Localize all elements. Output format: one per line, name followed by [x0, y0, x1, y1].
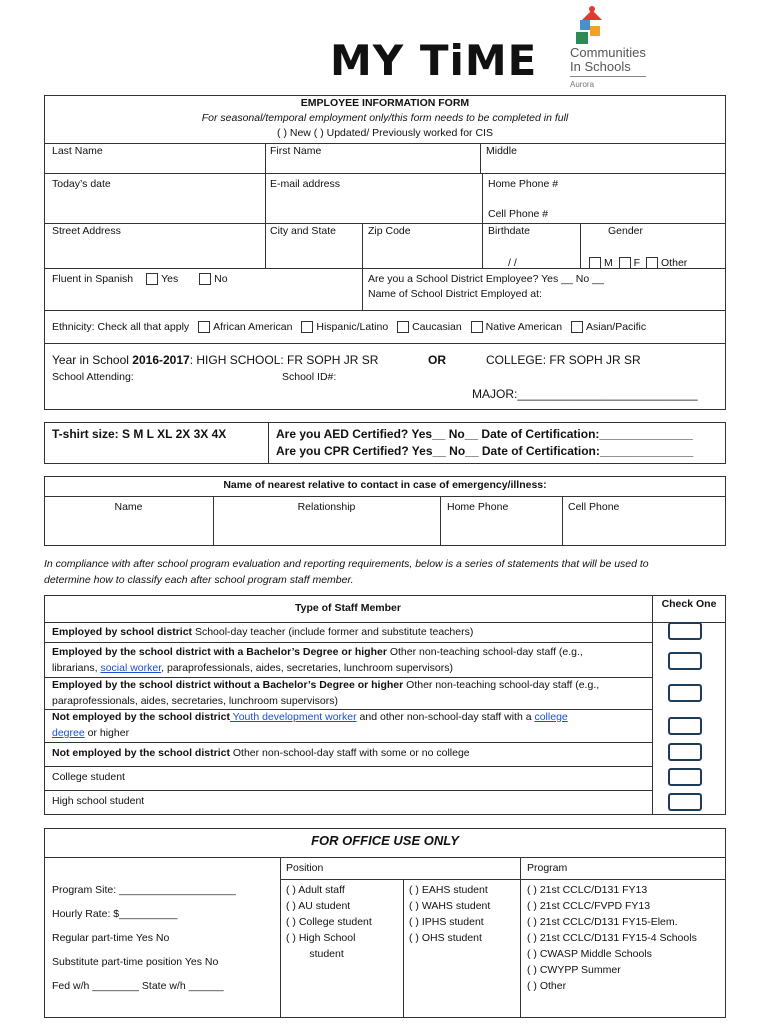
compliance-text-1: In compliance with after school program evaluation and reporting requirements, below is a series of statements that will be used to	[44, 558, 649, 570]
program-option[interactable]: ( ) CWYPP Summer	[527, 964, 621, 976]
staff-col-check: Check One	[661, 598, 717, 610]
program-option[interactable]: ( ) 21st CCLC/D131 FY15-Elem.	[527, 916, 678, 928]
birthdate-slashes: / /	[508, 257, 517, 269]
staff-check-2[interactable]	[668, 652, 702, 670]
social-worker-link[interactable]: social worker	[100, 662, 162, 674]
staff-col-type: Type of Staff Member	[295, 602, 401, 614]
office-program-header: Program	[527, 862, 568, 874]
district-employee-question[interactable]: Are you a School District Employee? Yes __ No __	[368, 273, 604, 285]
table-row: Not employed by the school district Youth development worker and other non-school-day staff with a college	[52, 711, 568, 723]
home-phone-field[interactable]: Home Phone #	[488, 178, 559, 190]
school-attending-field[interactable]: School Attending:	[52, 371, 134, 383]
cpr-certified[interactable]: Are you CPR Certified? Yes__ No__ Date of Certification:______________	[276, 444, 694, 458]
logo-text-3: Aurora	[570, 80, 595, 89]
emergency-col-home-phone[interactable]: Home Phone	[447, 501, 509, 513]
position-ohs[interactable]: ( ) OHS student	[409, 932, 482, 944]
eth-asian-pacific-checkbox[interactable]	[571, 321, 583, 333]
staff-check-3[interactable]	[668, 684, 702, 702]
emergency-col-name[interactable]: Name	[114, 501, 143, 513]
staff-check-1[interactable]	[668, 622, 702, 640]
logo-text-2: In Schools	[570, 59, 631, 74]
regular-part-time[interactable]: Regular part-time Yes No	[52, 932, 170, 944]
college-year[interactable]: COLLEGE: FR SOPH JR SR	[486, 353, 641, 367]
program-option[interactable]: ( ) 21st CCLC/FVPD FY13	[527, 900, 651, 912]
form-heading: EMPLOYEE INFORMATION FORM	[300, 97, 470, 109]
spanish-yes-checkbox[interactable]	[146, 273, 158, 285]
gender-options: M F Other	[586, 257, 687, 269]
position-high-school[interactable]: ( ) High School	[286, 932, 356, 944]
program-option[interactable]: ( ) 21st CCLC/D131 FY15-4 Schools	[527, 932, 697, 944]
program-option[interactable]: ( ) 21st CCLC/D131 FY13	[527, 884, 648, 896]
compliance-text-2: determine how to classify each after school program staff member.	[44, 574, 354, 586]
emergency-heading: Name of nearest relative to contact in case of emergency/illness:	[223, 479, 547, 491]
position-high-school-cont: student	[286, 948, 344, 960]
todays-date-field[interactable]: Today’s date	[52, 178, 111, 190]
zip-code-field[interactable]: Zip Code	[368, 225, 411, 237]
position-iphs[interactable]: ( ) IPHS student	[409, 916, 484, 928]
street-address-field[interactable]: Street Address	[52, 225, 121, 237]
email-field[interactable]: E-mail address	[270, 178, 341, 190]
eth-native-american-checkbox[interactable]	[471, 321, 483, 333]
page-title: MY TiME	[330, 36, 538, 85]
position-wahs[interactable]: ( ) WAHS student	[409, 900, 491, 912]
eth-hispanic-checkbox[interactable]	[301, 321, 313, 333]
position-eahs[interactable]: ( ) EAHS student	[409, 884, 488, 896]
first-name-field[interactable]: First Name	[270, 145, 322, 157]
middle-name-field[interactable]: Middle	[486, 145, 517, 157]
major-field[interactable]: MAJOR:___________________________	[472, 387, 698, 401]
table-row: College student	[52, 771, 125, 783]
fluent-spanish: Fluent in Spanish Yes No	[52, 272, 228, 285]
logo	[568, 6, 658, 91]
staff-check-4[interactable]	[668, 717, 702, 735]
eth-caucasian-checkbox[interactable]	[397, 321, 409, 333]
office-position-header: Position	[286, 862, 324, 874]
office-heading: FOR OFFICE USE ONLY	[311, 833, 459, 848]
table-row-line2: degree or higher	[52, 727, 130, 739]
staff-check-7[interactable]	[668, 793, 702, 811]
birthdate-field[interactable]: Birthdate	[488, 225, 531, 237]
program-site-field[interactable]: Program Site: ____________________	[52, 884, 236, 896]
year-in-school[interactable]: Year in School 2016-2017: HIGH SCHOOL: FR SOPH JR SR	[52, 353, 379, 367]
table-row: Employed by school district School-day teacher (include former and substitute teachers)	[52, 626, 474, 638]
youth-development-link[interactable]: Youth development worker	[229, 711, 357, 723]
table-row-line2: librarians, social worker, paraprofessionals, aides, secretaries, lunchroom supervisors)	[52, 662, 453, 674]
ethnicity-row: Ethnicity: Check all that apply African American Hispanic/Latino Caucasian Native American Asian/Pacific	[52, 320, 647, 333]
table-row: Not employed by the school district Other non-school-day staff with some or no college	[52, 747, 470, 759]
eth-african-american-checkbox[interactable]	[198, 321, 210, 333]
or-label: OR	[428, 353, 446, 367]
staff-check-5[interactable]	[668, 743, 702, 761]
aed-certified[interactable]: Are you AED Certified? Yes__ No__ Date of Certification:______________	[276, 427, 693, 441]
position-adult-staff[interactable]: ( ) Adult staff	[286, 884, 345, 896]
position-au-student[interactable]: ( ) AU student	[286, 900, 351, 912]
position-college-student[interactable]: ( ) College student	[286, 916, 372, 928]
degree-link[interactable]: degree	[52, 727, 85, 739]
tshirt-size[interactable]: T-shirt size: S M L XL 2X 3X 4X	[52, 427, 227, 441]
cell-phone-field[interactable]: Cell Phone #	[488, 208, 549, 220]
table-row-line2: paraprofessionals, aides, secretaries, lunchroom supervisors)	[52, 695, 338, 707]
school-id-field[interactable]: School ID#:	[282, 371, 337, 383]
program-option[interactable]: ( ) Other	[527, 980, 567, 992]
spanish-no-checkbox[interactable]	[199, 273, 211, 285]
house-logo-icon	[572, 6, 612, 48]
college-link[interactable]: college	[534, 711, 568, 723]
logo-text-1: Communities	[570, 45, 646, 60]
last-name-field[interactable]: Last Name	[52, 145, 103, 157]
district-name-field[interactable]: Name of School District Employed at:	[368, 288, 542, 300]
table-row: Employed by the school district with a Bachelor’s Degree or higher Other non-teaching school-day staff (e.g.,	[52, 646, 583, 658]
withholding-fields[interactable]: Fed w/h ________ State w/h ______	[52, 980, 224, 992]
gender-label: Gender	[608, 225, 644, 237]
program-option[interactable]: ( ) CWASP Middle Schools	[527, 948, 652, 960]
status-line[interactable]: ( ) New ( ) Updated/ Previously worked for CIS	[277, 127, 493, 139]
emergency-col-relationship[interactable]: Relationship	[297, 501, 356, 513]
table-row: High school student	[52, 795, 145, 807]
hourly-rate-field[interactable]: Hourly Rate: $__________	[52, 908, 178, 920]
emergency-col-cell-phone[interactable]: Cell Phone	[568, 501, 620, 513]
form-subheading: For seasonal/temporal employment only/this form needs to be completed in full	[201, 112, 569, 124]
table-row: Employed by the school district without a Bachelor’s Degree or higher Other non-teaching school-day staff (e.g.,	[52, 679, 600, 691]
city-state-field[interactable]: City and State	[270, 225, 336, 237]
staff-check-6[interactable]	[668, 768, 702, 786]
substitute-part-time[interactable]: Substitute part-time position Yes No	[52, 956, 219, 968]
